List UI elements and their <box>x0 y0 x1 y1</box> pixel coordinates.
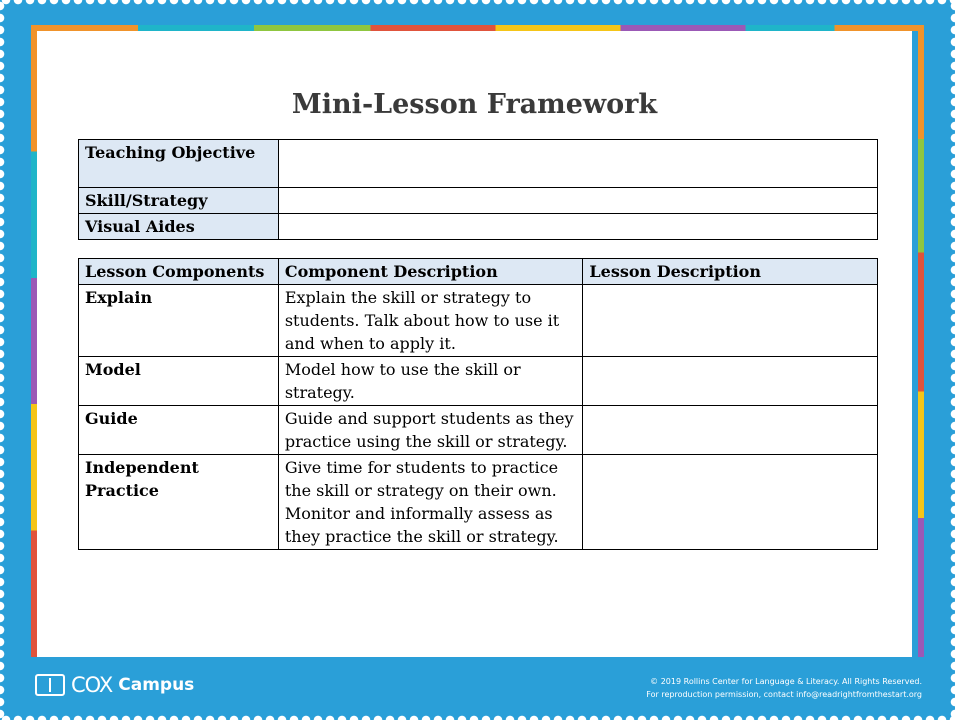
component-name: Explain <box>79 285 279 357</box>
column-header: Component Description <box>278 259 583 285</box>
open-book-icon <box>35 674 65 696</box>
table-row <box>79 285 878 357</box>
table-row <box>79 357 878 406</box>
info-value[interactable] <box>278 214 877 240</box>
table-row <box>79 406 878 455</box>
table-row <box>79 214 878 240</box>
logo-word-cox: COX <box>71 673 113 697</box>
lesson-table <box>78 258 878 550</box>
component-description: Model how to use the skill or strategy. <box>278 357 583 406</box>
component-description: Guide and support students as they practice using the skill or strategy. <box>278 406 583 455</box>
info-table <box>78 139 878 240</box>
component-name: Model <box>79 357 279 406</box>
table-header-row <box>79 259 878 285</box>
info-label: Skill/Strategy <box>79 188 279 214</box>
column-header: Lesson Components <box>79 259 279 285</box>
permission-line: For reproduction permission, contact info@readrightfromthestart.org <box>646 690 922 699</box>
page-title: Mini-Lesson Framework <box>291 89 658 120</box>
table-row <box>79 140 878 188</box>
color-stripe-right <box>918 25 924 657</box>
table-row <box>79 188 878 214</box>
lesson-description[interactable] <box>583 357 878 406</box>
info-label: Visual Aides <box>79 214 279 240</box>
info-value[interactable] <box>278 140 877 188</box>
info-label: Teaching Objective <box>79 140 279 188</box>
copyright-line: © 2019 Rollins Center for Language & Literacy. All Rights Reserved. <box>650 677 922 686</box>
column-header: Lesson Description <box>583 259 878 285</box>
scallop-edge-left <box>0 0 10 720</box>
cox-campus-logo <box>35 673 194 697</box>
scallop-edge-right <box>945 0 955 720</box>
lesson-description[interactable] <box>583 455 878 550</box>
component-description: Give time for students to practice the skill or strategy on their own. Monitor and informally assess as they practice the skill or strategy. <box>278 455 583 550</box>
component-description: Explain the skill or strategy to students. Talk about how to use it and when to apply it. <box>278 285 583 357</box>
scallop-edge-bottom <box>0 712 955 720</box>
info-value[interactable] <box>278 188 877 214</box>
lesson-description[interactable] <box>583 285 878 357</box>
table-row <box>79 455 878 550</box>
document-page <box>37 31 912 657</box>
component-name: Independent Practice <box>79 455 279 550</box>
component-name: Guide <box>79 406 279 455</box>
footer-copyright <box>646 675 922 701</box>
lesson-description[interactable] <box>583 406 878 455</box>
logo-word-campus: Campus <box>118 675 195 695</box>
